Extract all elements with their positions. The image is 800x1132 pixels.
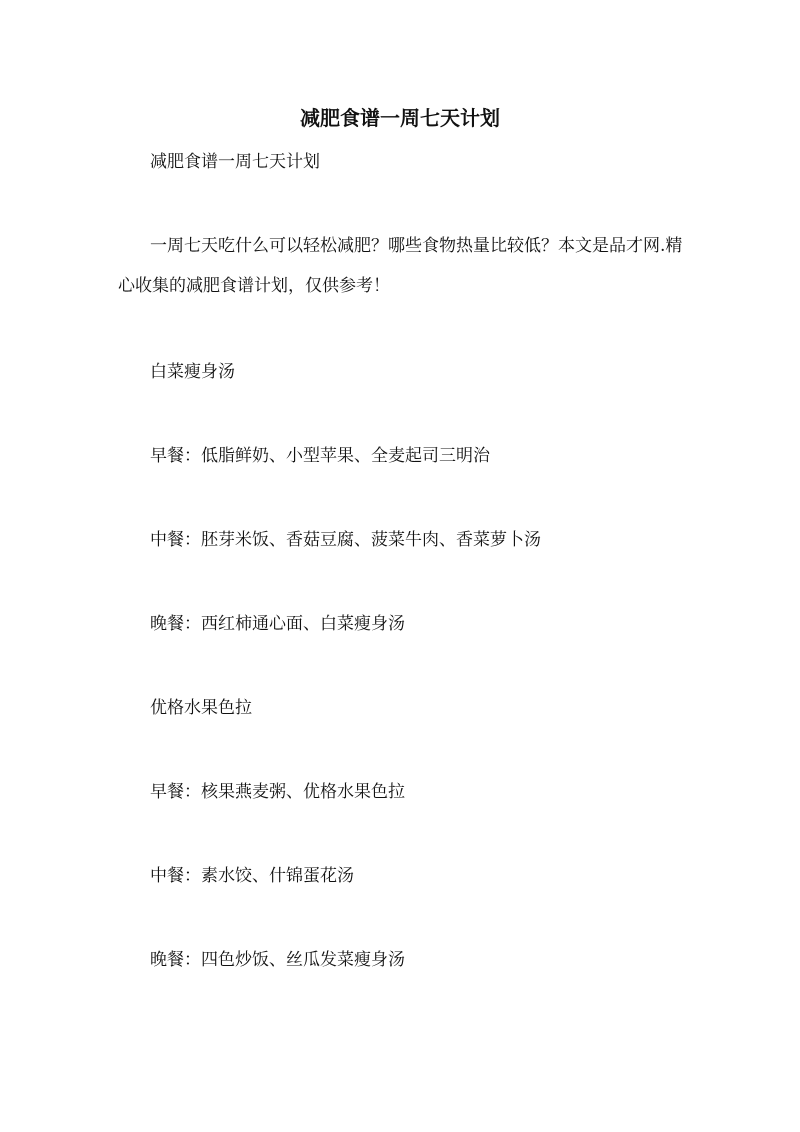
meal-lunch: 中餐：素水饺、什锦蛋花汤 — [150, 866, 354, 886]
section-heading-cabbage-soup: 白菜瘦身汤 — [150, 362, 235, 382]
intro-paragraph: 一周七天吃什么可以轻松减肥？哪些食物热量比较低？本文是品才网.精心收集的减肥食谱计划，仅供参考！ — [118, 236, 683, 296]
document-title: 减肥食谱一周七天计划 — [300, 106, 500, 130]
subtitle-paragraph: 减肥食谱一周七天计划 — [150, 152, 320, 172]
meal-lunch: 中餐：胚芽米饭、香菇豆腐、菠菜牛肉、香菜萝卜汤 — [150, 530, 541, 550]
meal-dinner: 晚餐：四色炒饭、丝瓜发菜瘦身汤 — [150, 950, 405, 970]
meal-breakfast: 早餐：核果燕麦粥、优格水果色拉 — [150, 782, 405, 802]
meal-dinner: 晚餐：西红柿通心面、白菜瘦身汤 — [150, 614, 405, 634]
meal-breakfast: 早餐：低脂鲜奶、小型苹果、全麦起司三明治 — [150, 446, 490, 466]
section-heading-yogurt-salad: 优格水果色拉 — [150, 698, 252, 718]
